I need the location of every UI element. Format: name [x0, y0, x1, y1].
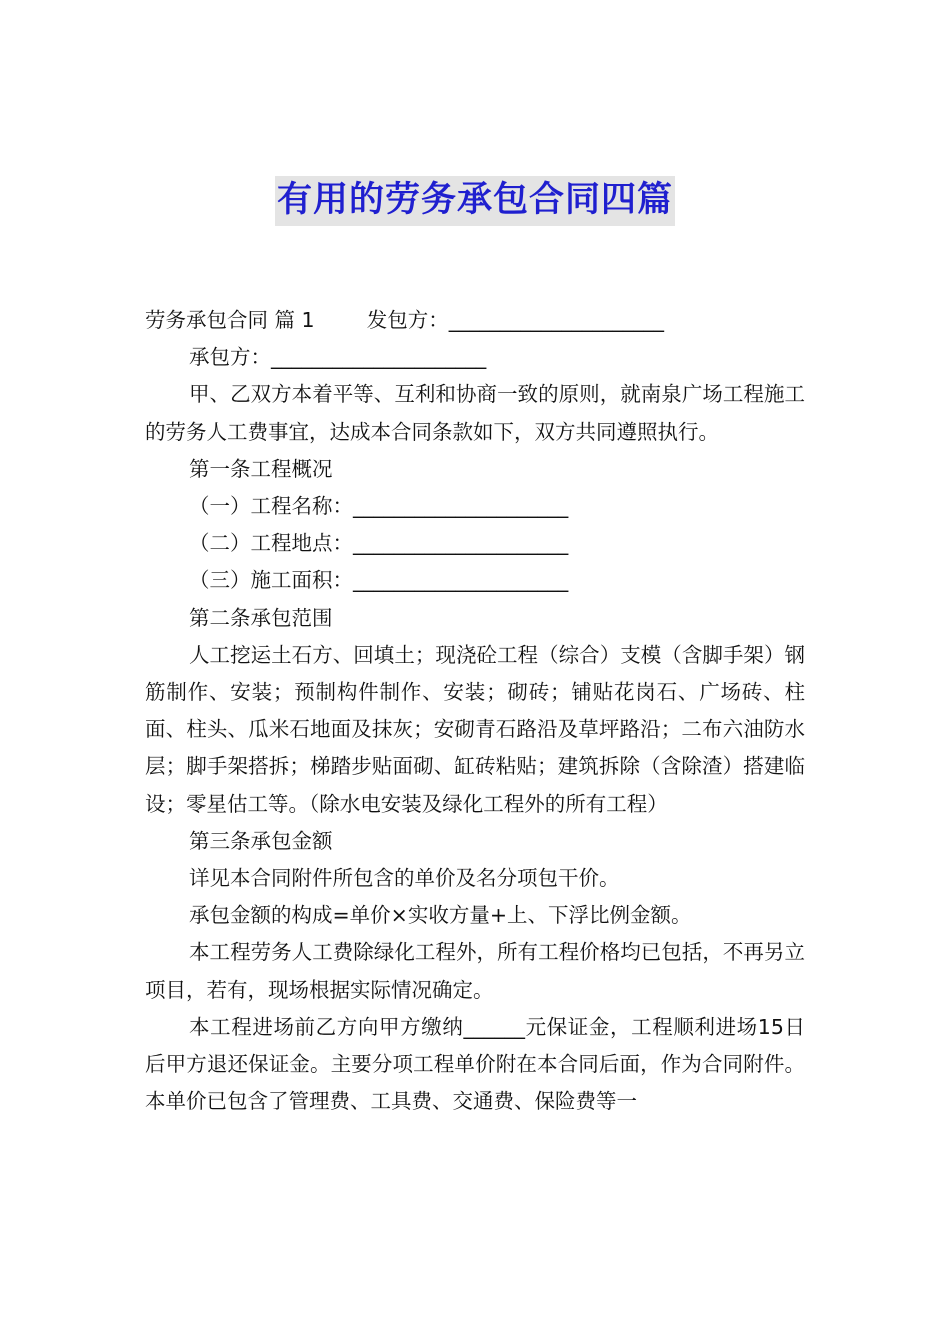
- section-heading-overview: 第一条工程概况: [189, 456, 333, 481]
- paragraph-preamble: 甲、乙双方本着平等、互利和协商一致的原则，就南泉广场工程施工的劳务人工费事宜，达成本合同条款如下，双方共同遵照执行。: [145, 382, 805, 444]
- paragraph-contractor: 承包方：_____________________: [189, 345, 487, 370]
- paragraph-construction-area: （三）施工面积：_____________________: [189, 568, 569, 593]
- section-heading-scope: 第二条承包范围: [189, 605, 333, 630]
- paragraph-project-name: （一）工程名称：_____________________: [189, 494, 569, 519]
- document-body: [145, 302, 805, 1120]
- paragraph-scope-details: 人工挖运土石方、回填土；现浇砼工程（综合）支模（含脚手架）钢筋制作、安装；预制构件制作、安装；砌砖；铺贴花岗石、广场砖、柱面、柱头、瓜米石地面及抹灰；安砌青石路沿及草坪路沿；二布六油防水层；脚手架搭拆；梯踏步贴面砌、缸砖粘贴；建筑拆除（含除渣）搭建临设；零星估工等。（除水电安装及绿化工程外的所有工程）: [145, 642, 805, 816]
- paragraph-project-location: （二）工程地点：_____________________: [189, 531, 569, 556]
- section-heading-amount: 第三条承包金额: [189, 828, 333, 853]
- document-title-text: 有用的劳务承包合同四篇: [275, 176, 675, 226]
- paragraph-deposit: 本工程进场前乙方向甲方缴纳______元保证金，工程顺利进场15日后甲方退还保证金。主要分项工程单价附在本合同后面，作为合同附件。本单价已包含了管理费、工具费、交通费、保险费等一: [145, 1014, 805, 1114]
- paragraph-labor-cost: 本工程劳务人工费除绿化工程外，所有工程价格均已包括，不再另立项目，若有，现场根据实际情况确定。: [145, 940, 805, 1002]
- paragraph-amount-formula: 承包金额的构成=单价×实收方量+上、下浮比例金额。: [189, 903, 692, 928]
- paragraph-contract-heading: 劳务承包合同 篇 1 发包方：_____________________: [145, 308, 664, 332]
- paragraph-amount-appendix: 详见本合同附件所包含的单价及名分项包干价。: [189, 866, 620, 891]
- document-title: [0, 176, 950, 226]
